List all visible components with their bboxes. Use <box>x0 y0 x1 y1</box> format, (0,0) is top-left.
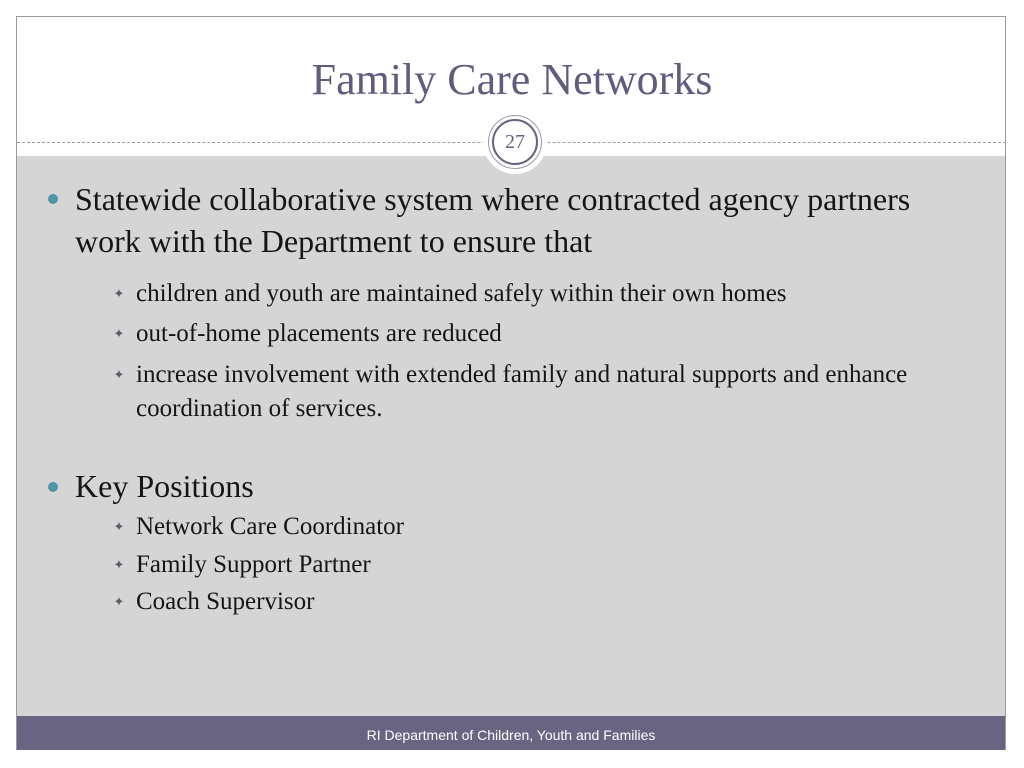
sub-bullet-text: Family Support Partner <box>136 551 371 578</box>
round-bullet-icon <box>48 194 58 204</box>
bullet-text: Key Positions <box>75 468 254 504</box>
page-number-badge <box>483 110 547 174</box>
sub-bullet-text: increase involvement with extended family and natural supports and enhance coordination of services. <box>136 361 908 422</box>
sub-bullet-text: children and youth are maintained safely within their own homes <box>136 280 787 307</box>
slide-footer: RI Department of Children, Youth and Families <box>17 716 1005 750</box>
page-number: 27 <box>492 119 538 165</box>
round-bullet-icon <box>48 482 58 492</box>
sub-bullet-text: Coach Supervisor <box>136 588 315 615</box>
diamond-star-bullet-icon: ✦ <box>113 595 125 610</box>
sub-bullet-text: out-of-home placements are reduced <box>136 320 502 347</box>
bullet-text: Statewide collaborative system where contracted agency partners work with the Department to ensure that <box>75 181 911 259</box>
diamond-star-bullet-icon: ✦ <box>113 520 125 535</box>
diamond-star-bullet-icon: ✦ <box>113 287 125 302</box>
diamond-star-bullet-icon: ✦ <box>113 558 125 573</box>
diamond-star-bullet-icon: ✦ <box>113 368 125 383</box>
slide-title: Family Care Networks <box>311 55 713 104</box>
sub-bullet-text: Network Care Coordinator <box>136 513 404 540</box>
diamond-star-bullet-icon: ✦ <box>113 327 125 342</box>
